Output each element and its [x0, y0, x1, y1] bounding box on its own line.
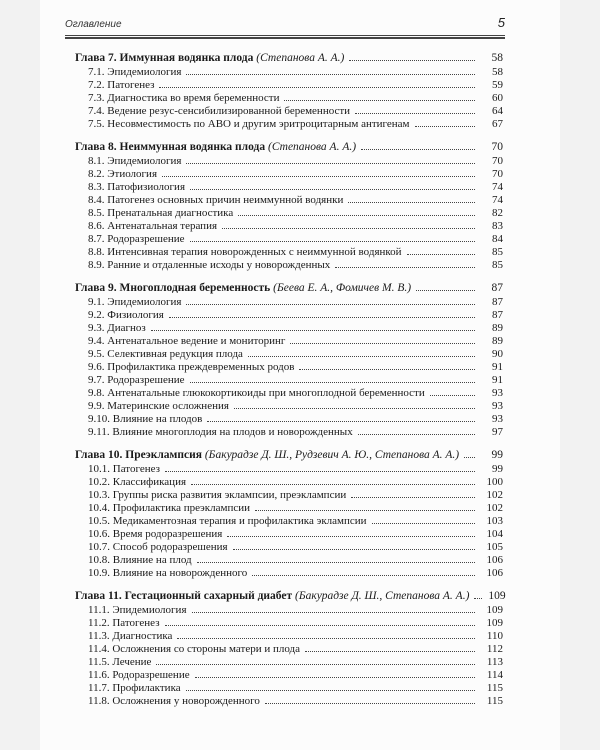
toc-entry[interactable]: [75, 387, 503, 400]
entry-page: 102: [486, 502, 503, 514]
toc-entry[interactable]: [75, 118, 503, 131]
entry-label: 10.2. Классификация: [88, 476, 187, 488]
toc-entry[interactable]: [75, 528, 503, 541]
dot-leader: [162, 176, 475, 177]
dot-leader: [190, 382, 476, 383]
chapter-page: 70: [491, 141, 503, 153]
toc-chapter: [75, 281, 503, 439]
chapter-page: 99: [491, 449, 503, 461]
dot-leader: [238, 215, 475, 216]
toc-entry[interactable]: [75, 413, 503, 426]
dot-leader: [415, 126, 475, 127]
dot-leader: [197, 562, 475, 563]
toc-entry[interactable]: [75, 489, 503, 502]
chapter-title: Глава 10. Преэклампсия: [75, 449, 202, 461]
toc-entry[interactable]: [75, 79, 503, 92]
entry-label: 8.8. Интенсивная терапия новорожденных с неиммунной водянкой: [88, 246, 402, 258]
entry-page: 67: [492, 118, 503, 130]
dot-leader: [186, 74, 475, 75]
entry-label: 11.5. Лечение: [88, 656, 152, 668]
entry-label: 7.2. Патогенез: [88, 79, 155, 91]
chapter-title: Глава 8. Неиммунная водянка плода: [75, 141, 266, 153]
entry-label: 11.6. Родоразрешение: [88, 669, 190, 681]
entry-page: 64: [492, 105, 503, 117]
entry-label: 10.6. Время родоразрешения: [88, 528, 223, 540]
entry-label: 8.9. Ранние и отдаленные исходы у новорожденных: [88, 259, 331, 271]
entry-label: 10.3. Группы риска развития эклампсии, преэклампсии: [88, 489, 347, 501]
dot-leader: [190, 189, 475, 190]
entry-page: 85: [492, 246, 503, 258]
entry-page: 58: [492, 66, 503, 78]
dot-leader: [305, 651, 475, 652]
toc-entry[interactable]: [75, 400, 503, 413]
toc-entry[interactable]: [75, 322, 503, 335]
entry-label: 11.8. Осложнения у новорожденного: [88, 695, 260, 707]
entry-page: 102: [486, 489, 503, 501]
toc-entry[interactable]: [75, 259, 503, 272]
entry-label: 9.6. Профилактика преждевременных родов: [88, 361, 295, 373]
toc-entry[interactable]: [75, 515, 503, 528]
chapter-title: Глава 11. Гестационный сахарный диабет: [75, 590, 293, 602]
entry-page: 110: [486, 630, 503, 642]
dot-leader: [169, 317, 475, 318]
entry-page: 112: [486, 643, 503, 655]
dot-leader: [186, 304, 475, 305]
entry-page: 97: [492, 426, 503, 438]
entry-page: 114: [486, 669, 503, 681]
entry-label: 9.8. Антенатальные глюкокортикоиды при многоплодной беременности: [88, 387, 425, 399]
dot-leader: [186, 163, 475, 164]
dot-leader: [299, 369, 475, 370]
dot-leader: [195, 677, 475, 678]
chapter-heading[interactable]: [75, 140, 503, 155]
entry-page: 93: [492, 387, 503, 399]
chapter-title: Глава 7. Иммунная водянка плода: [75, 52, 254, 64]
entry-label: 8.7. Родоразрешение: [88, 233, 185, 245]
dot-leader: [349, 60, 475, 61]
entry-label: 7.3. Диагностика во время беременности: [88, 92, 280, 104]
chapter-authors: (Бакурадзе Д. Ш., Рудзевич А. Ю., Степанова А. А.): [204, 449, 460, 461]
entry-label: 10.4. Профилактика преэклампсии: [88, 502, 250, 514]
entry-label: 11.7. Профилактика: [88, 682, 181, 694]
toc-entry[interactable]: [75, 426, 503, 439]
entry-label: 9.2. Физиология: [88, 309, 164, 321]
dot-leader: [227, 536, 475, 537]
chapter-page: 58: [491, 52, 503, 64]
toc-entry[interactable]: [75, 335, 503, 348]
toc-entry[interactable]: [75, 181, 503, 194]
entry-label: 11.2. Патогенез: [88, 617, 160, 629]
entry-page: 84: [492, 233, 503, 245]
chapter-label: [75, 589, 469, 604]
toc-entry[interactable]: [75, 105, 503, 118]
dot-leader: [290, 343, 475, 344]
entry-page: 106: [486, 554, 503, 566]
entry-label: 9.5. Селективная редукция плода: [88, 348, 243, 360]
dot-leader: [351, 497, 475, 498]
toc-entry[interactable]: [75, 246, 503, 259]
dot-leader: [207, 421, 475, 422]
entry-label: 11.4. Осложнения со стороны матери и плода: [88, 643, 301, 655]
toc-entry[interactable]: [75, 309, 503, 322]
chapter-authors: (Степанова А. А.): [256, 52, 345, 64]
toc-entry[interactable]: [75, 567, 503, 580]
dot-leader: [233, 549, 475, 550]
entry-page: 93: [492, 413, 503, 425]
toc-entry[interactable]: [75, 643, 503, 656]
dot-leader: [348, 202, 475, 203]
toc-entry[interactable]: [75, 66, 503, 79]
entry-label: 10.5. Медикаментозная терапия и профилактика эклампсии: [88, 515, 367, 527]
dot-leader: [430, 395, 475, 396]
header-rule-thick: [65, 37, 505, 39]
dot-leader: [252, 575, 475, 576]
dot-leader: [358, 434, 475, 435]
dot-leader: [416, 290, 475, 291]
entry-label: 9.3. Диагноз: [88, 322, 146, 334]
dot-leader: [248, 356, 475, 357]
table-of-contents: [75, 51, 506, 717]
entry-page: 100: [486, 476, 503, 488]
running-header-title: Оглавление: [65, 19, 122, 30]
toc-entry[interactable]: [75, 168, 503, 181]
entry-label: 9.10. Влияние на плодов: [88, 413, 203, 425]
entry-label: 9.7. Родоразрешение: [88, 374, 185, 386]
dot-leader: [156, 664, 475, 665]
dot-leader: [255, 510, 475, 511]
toc-entry[interactable]: [75, 502, 503, 515]
entry-label: 8.5. Пренатальная диагностика: [88, 207, 234, 219]
chapter-heading[interactable]: [75, 51, 503, 66]
entry-page: 99: [492, 463, 503, 475]
toc-entry[interactable]: [75, 682, 503, 695]
entry-label: 11.1. Эпидемиология: [88, 604, 187, 616]
toc-entry[interactable]: [75, 541, 503, 554]
toc-entry[interactable]: [75, 617, 503, 630]
dot-leader: [372, 523, 475, 524]
header-rule-thin: [65, 35, 505, 36]
entry-page: 109: [486, 617, 503, 629]
chapter-heading[interactable]: [75, 281, 503, 296]
toc-entry[interactable]: [75, 656, 503, 669]
toc-entry[interactable]: [75, 476, 503, 489]
chapter-page: 87: [491, 282, 503, 294]
dot-leader: [234, 408, 475, 409]
toc-entry[interactable]: [75, 233, 503, 246]
toc-entry[interactable]: [75, 155, 503, 168]
entry-page: 85: [492, 259, 503, 271]
toc-entry[interactable]: [75, 374, 503, 387]
chapter-label: [75, 281, 411, 296]
chapter-label: [75, 51, 344, 66]
dot-leader: [222, 228, 475, 229]
toc-chapter: [75, 51, 503, 131]
toc-entry[interactable]: [75, 361, 503, 374]
entry-label: 8.1. Эпидемиология: [88, 155, 182, 167]
entry-page: 115: [486, 682, 503, 694]
toc-chapter: [75, 140, 503, 272]
dot-leader: [361, 149, 475, 150]
chapter-authors: (Беева Е. А., Фомичев М. В.): [273, 282, 412, 294]
toc-entry[interactable]: [75, 207, 503, 220]
toc-entry[interactable]: [75, 463, 503, 476]
entry-label: 7.1. Эпидемиология: [88, 66, 182, 78]
chapter-label: [75, 140, 356, 155]
entry-page: 87: [492, 309, 503, 321]
dot-leader: [151, 330, 475, 331]
toc-entry[interactable]: [75, 348, 503, 361]
chapter-authors: (Бакурадзе Д. Ш., Степанова А. А.): [295, 590, 470, 602]
entry-page: 70: [492, 168, 503, 180]
toc-entry[interactable]: [75, 92, 503, 105]
entry-label: 7.4. Ведение резус-сенсибилизированной беременности: [88, 105, 351, 117]
entry-page: 104: [486, 528, 503, 540]
toc-entry[interactable]: [75, 220, 503, 233]
dot-leader: [159, 87, 475, 88]
chapter-heading[interactable]: [75, 589, 506, 604]
dot-leader: [355, 113, 475, 114]
dot-leader: [284, 100, 475, 101]
dot-leader: [464, 457, 475, 458]
toc-entry[interactable]: [75, 194, 503, 207]
toc-entry[interactable]: [75, 630, 503, 643]
entry-label: 9.4. Антенатальное ведение и мониторинг: [88, 335, 286, 347]
entry-page: 90: [492, 348, 503, 360]
toc-entry[interactable]: [75, 604, 503, 617]
entry-label: 9.1. Эпидемиология: [88, 296, 182, 308]
entry-label: 11.3. Диагностика: [88, 630, 173, 642]
entry-page: 93: [492, 400, 503, 412]
toc-entry[interactable]: [75, 554, 503, 567]
entry-page: 105: [486, 541, 503, 553]
dot-leader: [192, 612, 475, 613]
entry-page: 106: [486, 567, 503, 579]
entry-label: 10.8. Влияние на плод: [88, 554, 192, 566]
entry-label: 7.5. Несовместимость по АВО и другим эритроцитарным антигенам: [88, 118, 410, 130]
entry-page: 83: [492, 220, 503, 232]
running-header: [65, 15, 505, 37]
dot-leader: [335, 267, 475, 268]
toc-entry[interactable]: [75, 669, 503, 682]
entry-page: 87: [492, 296, 503, 308]
entry-page: 91: [492, 361, 503, 373]
chapter-authors: (Степанова А. А.): [267, 141, 357, 153]
entry-page: 103: [486, 515, 503, 527]
dot-leader: [186, 690, 475, 691]
entry-page: 82: [492, 207, 503, 219]
entry-label: 8.4. Патогенез основных причин неиммунной водянки: [88, 194, 344, 206]
entry-page: 115: [486, 695, 503, 707]
entry-label: 9.9. Материнские осложнения: [88, 400, 229, 412]
entry-label: 10.1. Патогенез: [88, 463, 160, 475]
dot-leader: [265, 703, 475, 704]
dot-leader: [191, 484, 475, 485]
page-number: 5: [497, 15, 505, 30]
dot-leader: [190, 241, 476, 242]
dot-leader: [165, 625, 475, 626]
entry-page: 91: [492, 374, 503, 386]
entry-label: 8.3. Патофизиология: [88, 181, 186, 193]
chapter-label: [75, 448, 459, 463]
entry-label: 8.6. Антенатальная терапия: [88, 220, 218, 232]
toc-entry[interactable]: [75, 296, 503, 309]
dot-leader: [474, 598, 482, 599]
chapter-heading[interactable]: [75, 448, 503, 463]
entry-page: 74: [492, 194, 503, 206]
entry-page: 89: [492, 322, 503, 334]
entry-page: 60: [492, 92, 503, 104]
entry-label: 8.2. Этиология: [88, 168, 158, 180]
book-page: [40, 0, 560, 750]
toc-chapter: [75, 589, 506, 708]
entry-page: 109: [486, 604, 503, 616]
chapter-title: Глава 9. Многоплодная беременность: [75, 282, 271, 294]
dot-leader: [177, 638, 475, 639]
entry-label: 10.9. Влияние на новорожденного: [88, 567, 248, 579]
toc-entry[interactable]: [75, 695, 503, 708]
entry-page: 74: [492, 181, 503, 193]
entry-label: 10.7. Способ родоразрешения: [88, 541, 228, 553]
entry-page: 70: [492, 155, 503, 167]
entry-page: 59: [492, 79, 503, 91]
dot-leader: [165, 471, 475, 472]
chapter-page: 109: [488, 590, 506, 602]
toc-chapter: [75, 448, 503, 580]
entry-page: 113: [486, 656, 503, 668]
entry-label: 9.11. Влияние многоплодия на плодов и новорожденных: [88, 426, 353, 438]
dot-leader: [407, 254, 475, 255]
entry-page: 89: [492, 335, 503, 347]
